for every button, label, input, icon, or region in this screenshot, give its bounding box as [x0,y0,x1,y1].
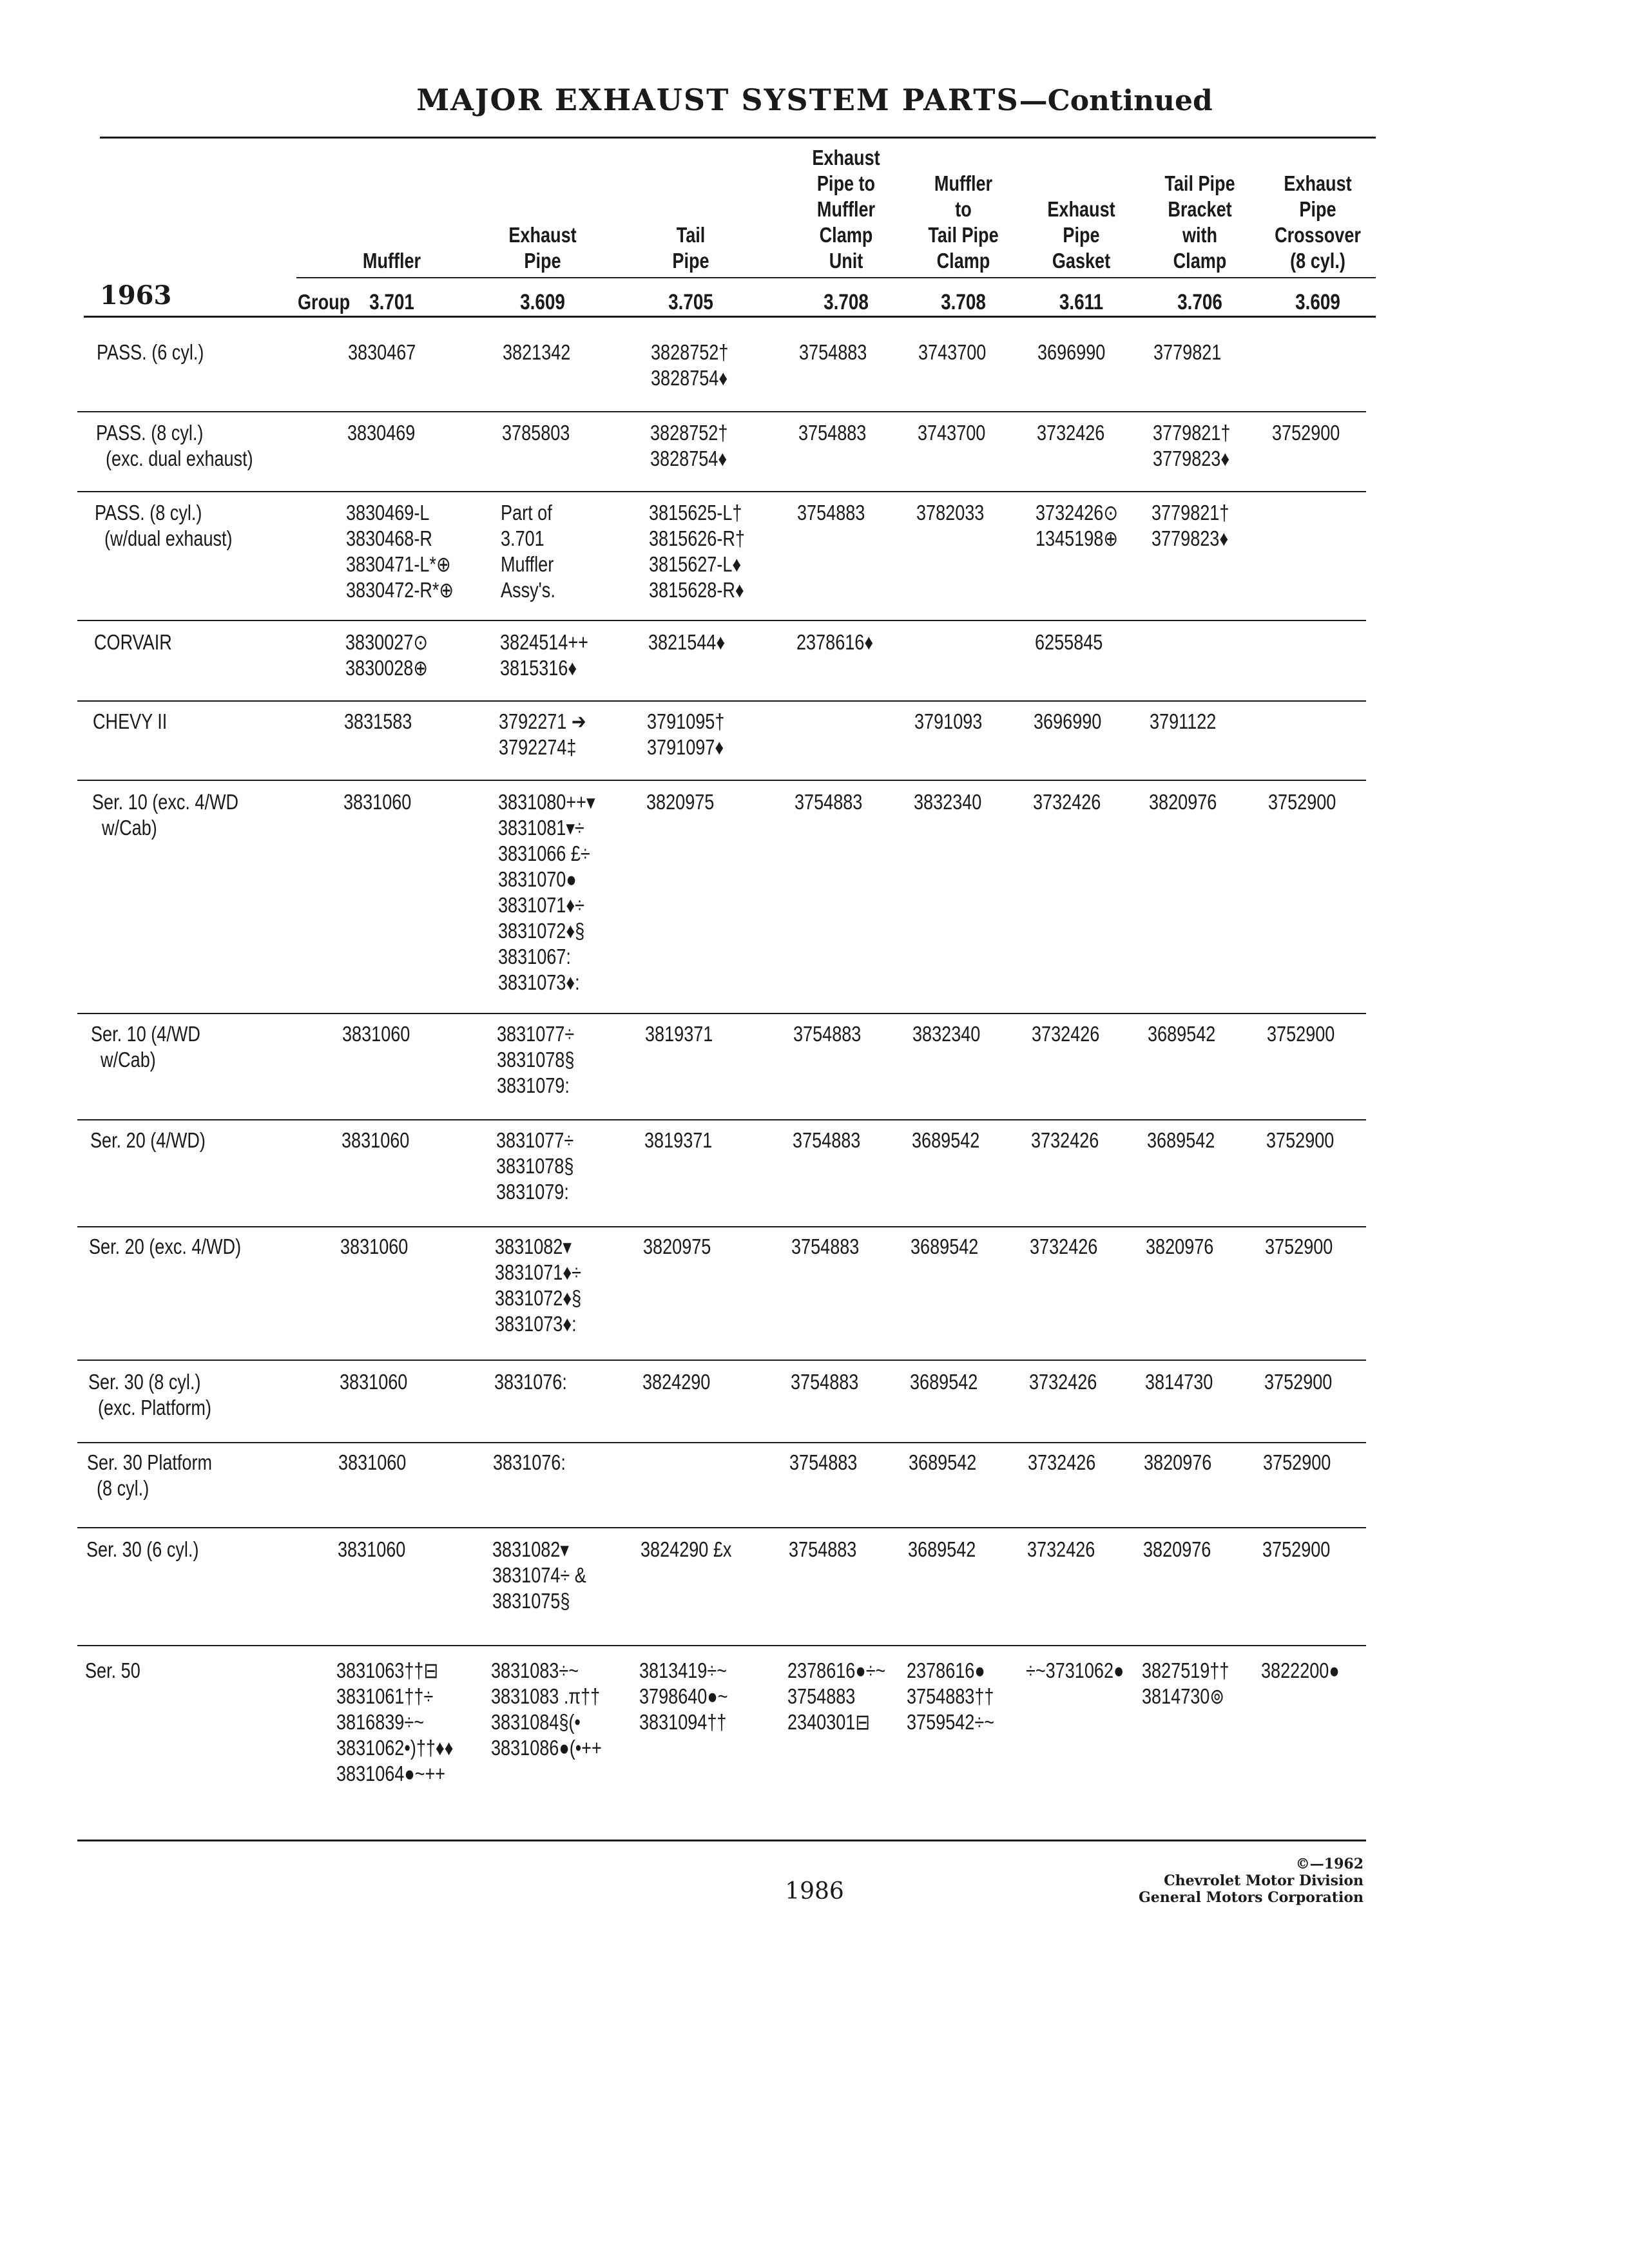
rule [77,620,1366,621]
parts-cell: 3831060 [342,1022,410,1046]
parts-cell: 3824290 [642,1370,710,1394]
rule [100,137,1376,139]
column-header: Exhaust Pipe Crossover (8 cyl.) [1275,171,1361,273]
parts-cell: 3831080++▾ 3831081▾÷ 3831066 £÷ 3831070● 3831071♦÷ 3831072♦§ 3831067: 3831073♦: [497,790,595,994]
parts-cell: 3831077÷ 3831078§ 3831079: [497,1022,575,1097]
parts-cell: 3754883 [794,790,862,814]
rule [77,780,1366,781]
rule [77,1527,1366,1528]
parts-cell: 3819371 [645,1022,713,1046]
group-number: 3.701 [369,290,414,314]
row-model: Ser. 10 (exc. 4/WD w/Cab) [92,790,238,840]
parts-cell: 3820976 [1142,1537,1211,1561]
parts-cell: 3824514++ 3815316♦ [499,630,588,680]
parts-cell: 3754883 [799,340,867,364]
parts-cell: 3782033 [916,501,985,524]
parts-cell: 3820975 [643,1235,711,1258]
rule [77,1119,1366,1120]
parts-cell: 3824290 £x [640,1537,731,1561]
parts-cell: 3831583 [344,709,412,733]
row-model: PASS. (6 cyl.) [97,340,204,364]
column-header: Muffler to Tail Pipe Clamp [928,171,999,273]
parts-cell: 3754883 [798,421,866,445]
parts-cell: 3831060 [340,1235,409,1258]
parts-cell: 3752900 [1266,1128,1334,1152]
parts-cell: 3754883 [797,501,865,524]
column-header: Muffler [362,249,421,273]
rule [84,316,1376,318]
group-number: 3.705 [668,290,713,314]
group-number: 3.609 [520,290,565,314]
parts-cell: 3779821† 3779823♦ [1152,501,1229,550]
parts-cell: 3791093 [914,709,983,733]
parts-cell: 3813419÷~ 3798640●~ 3831094†† [639,1658,728,1734]
row-model: Ser. 20 (exc. 4/WD) [89,1235,242,1258]
parts-cell: 3689542 [909,1450,977,1474]
parts-cell: 3779821 [1153,340,1222,364]
parts-cell: 3752900 [1268,790,1336,814]
parts-cell: 3696990 [1034,709,1102,733]
row-model: Ser. 30 (6 cyl.) [86,1537,198,1561]
parts-cell: 3791122 [1150,709,1217,733]
rule [77,1226,1366,1227]
parts-cell: 2378616♦ [796,630,873,654]
column-header: Exhaust Pipe to Muffler Clamp Unit [812,146,880,273]
group-number: 3.611 [1059,290,1104,314]
title-tail: —Continued [1019,84,1213,117]
parts-cell: 3831082▾ 3831074÷ & 3831075§ [492,1537,586,1613]
parts-cell: 3754883 [790,1370,858,1394]
parts-cell: 3752900 [1262,1537,1330,1561]
parts-cell: 3732426 [1032,790,1101,814]
parts-cell: 3754883 [788,1537,856,1561]
parts-cell: 3821544♦ [648,630,725,654]
parts-cell: 3689542 [1146,1128,1215,1152]
row-model: Ser. 50 [85,1658,140,1682]
parts-cell: 3791095† 3791097♦ [647,709,725,759]
parts-cell: 3689542 [909,1370,978,1394]
parts-cell: 3743700 [917,421,985,445]
parts-cell: 3819371 [644,1128,712,1152]
rule [77,491,1366,492]
parts-cell: 3785803 [501,421,570,445]
parts-cell: 3732426 [1027,1537,1095,1561]
parts-cell: 3820976 [1144,1450,1212,1474]
parts-cell: 3754883 [792,1128,860,1152]
parts-cell: 3831060 [339,1370,407,1394]
parts-cell: 3689542 [1148,1022,1216,1046]
parts-cell: 3831060 [341,1128,409,1152]
parts-cell: 3815625-L† 3815626-R† 3815627-L♦ 3815628-R♦ [649,501,745,602]
parts-cell: 3743700 [918,340,987,364]
parts-cell: 3752900 [1271,421,1340,445]
row-model: PASS. (8 cyl.) (exc. dual exhaust) [95,421,253,470]
model-year: 1963 [100,280,172,311]
parts-cell: 3754883 [791,1235,860,1258]
page-number: 1986 [785,1878,844,1905]
page-title [0,82,1629,117]
rule [77,1840,1366,1841]
parts-cell: 3830027⊙ 3830028⊕ [345,630,428,680]
parts-cell: 3814730 [1144,1370,1213,1394]
parts-cell: 2378616● 3754883†† 3759542÷~ [907,1658,995,1734]
parts-cell: 3832340 [913,790,981,814]
column-header: Tail Pipe Bracket with Clamp [1164,171,1235,273]
parts-cell: 3831076: [493,1450,566,1474]
rule [77,1360,1366,1361]
parts-cell: 3732426 [1028,1370,1097,1394]
row-model: CORVAIR [93,630,172,654]
parts-cell: 3831083÷~ 3831083 .π†† 3831084§(• 3831086●(•++ [491,1658,602,1760]
copyright-credit: ©—1962 Chevrolet Motor Division General Motors Corporation [1138,1856,1364,1906]
parts-cell: 3689542 [911,1128,979,1152]
column-header: Exhaust Pipe [508,223,577,273]
parts-cell: 3831060 [337,1537,405,1561]
parts-cell: 3831063††⊟ 3831061††÷ 3816839÷~ 3831062•)††♦♦ 3831064●~++ [336,1658,454,1785]
parts-cell: 3830469-L 3830468-R 3830471-L*⊕ 3830472-R*⊕ [346,501,454,602]
parts-cell: 3831082▾ 3831071♦÷ 3831072♦§ 3831073♦: [495,1235,582,1336]
parts-cell: 3792271 ➔ 3792274‡ [499,709,586,759]
parts-cell: 3732426 [1028,1450,1096,1474]
column-header: Exhaust Pipe Gasket [1047,197,1115,273]
parts-cell: 3820976 [1148,790,1217,814]
group-number: 3.708 [824,290,869,314]
parts-cell: 3827519†† 3814730⊚ [1142,1658,1229,1708]
parts-cell: 3828752† 3828754♦ [650,421,728,470]
parts-cell: 3830469 [347,421,415,445]
row-model: Ser. 30 (8 cyl.) (exc. Platform) [88,1370,211,1419]
row-model: Ser. 10 (4/WD w/Cab) [91,1022,200,1072]
group-number: 3.708 [941,290,986,314]
parts-cell: 3696990 [1037,340,1106,364]
parts-cell: 3689542 [911,1235,979,1258]
parts-cell: 3732426⊙ 1345198⊕ [1036,501,1119,550]
parts-cell: 3821342 [503,340,571,364]
parts-cell: 3779821† 3779823♦ [1152,421,1230,470]
parts-cell: 3832340 [912,1022,981,1046]
parts-cell: 3831076: [494,1370,567,1394]
parts-cell: 3828752† 3828754♦ [651,340,729,390]
row-model: Ser. 20 (4/WD) [90,1128,206,1152]
parts-cell: 3732426 [1036,421,1104,445]
parts-cell: 3732426 [1030,1235,1098,1258]
group-label: Group [298,290,351,314]
rule [77,1013,1366,1014]
rule [77,1645,1366,1646]
parts-cell: 3754883 [793,1022,862,1046]
rule [77,700,1366,702]
rule [296,277,1376,278]
parts-cell: 3820975 [646,790,714,814]
parts-cell: 3752900 [1267,1022,1335,1046]
parts-cell: 3831077÷ 3831078§ 3831079: [496,1128,574,1204]
parts-cell: 3752900 [1263,1450,1331,1474]
parts-cell: 3830467 [348,340,416,364]
row-model: CHEVY II [93,709,168,733]
parts-cell: 3831060 [338,1450,407,1474]
parts-cell: 3831060 [343,790,411,814]
rule [77,1442,1366,1443]
column-header: Tail Pipe [672,223,709,273]
parts-cell: 3732426 [1030,1128,1099,1152]
group-number: 3.609 [1295,290,1340,314]
parts-cell: 3820976 [1146,1235,1214,1258]
row-model: Ser. 30 Platform (8 cyl.) [87,1450,213,1500]
parts-cell: 3689542 [907,1537,976,1561]
group-number: 3.706 [1177,290,1222,314]
parts-cell: ÷~3731062● [1026,1658,1124,1682]
parts-cell: 3754883 [789,1450,858,1474]
parts-cell: 3732426 [1032,1022,1100,1046]
title-main: MAJOR EXHAUST SYSTEM PARTS [416,82,1019,117]
parts-cell: Part of 3.701 Muffler Assy's. [501,501,555,602]
parts-cell: 3752900 [1265,1235,1333,1258]
parts-cell: 6255845 [1034,630,1103,654]
row-model: PASS. (8 cyl.) (w/dual exhaust) [95,501,233,550]
parts-cell: 3822200● [1261,1658,1340,1682]
rule [77,411,1366,412]
parts-cell: 3752900 [1264,1370,1332,1394]
parts-cell: 2378616●÷~ 3754883 2340301⊟ [787,1658,886,1734]
